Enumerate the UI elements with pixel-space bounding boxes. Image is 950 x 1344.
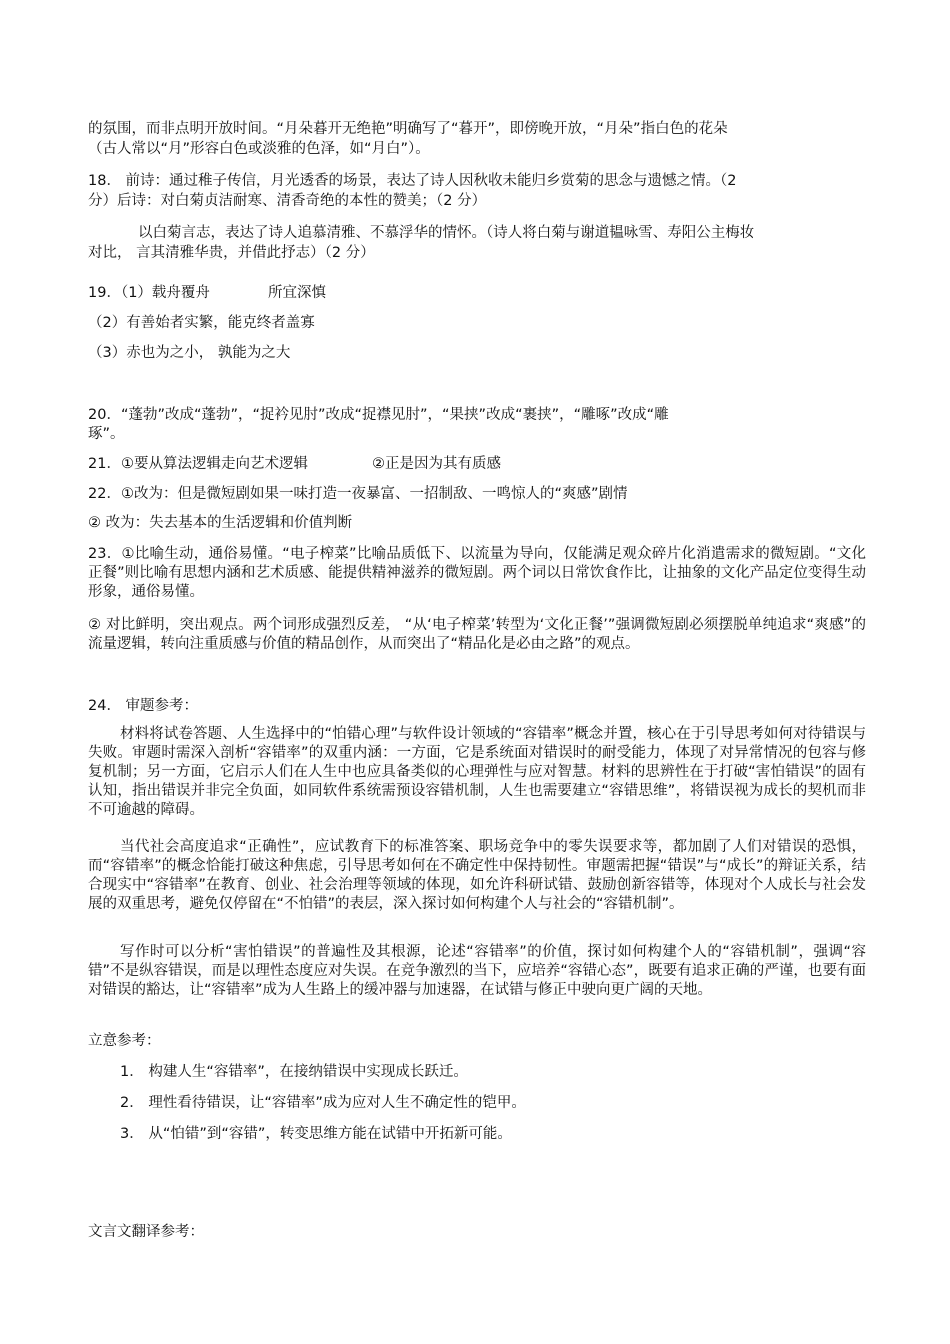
- q24-paragraph-1: 材料将试卷答题、人生选择中的“怕错心理”与软件设计领域的“容错率”概念并置，核心在于引导思考如何对待错误与失败。审题时需深入剖析“容错率”的双重内涵：一方面，它是系统面对错误时的耐受能力，体现了对异常情况的包容与修复机制；另一方面，它启示人们在人生中也应具备类似的心理弹性与应对智慧。材料的思辨性在于打破“害怕错误”的固有认知，指出错误并非完全负面，如同软件系统需预设容错机制，人生也需要建立“容错思维”，将错误视为成长的契机而非不可逾越的障碍。: [88, 726, 866, 818]
- q19-answer-1: 19．（1）载舟覆舟: [88, 285, 210, 301]
- theme-item-1: 1． 构建人生“容错率”，在接纳错误中实现成长跃迁。: [120, 1064, 468, 1080]
- q24-paragraph-2: 当代社会高度追求“正确性”，应试教育下的标准答案、职场竞争中的零失误要求等，都加剧了人们对错误的恐惧，而“容错率”的概念恰能打破这种焦虑，引导思考如何在不确定性中保持韧性。审题需把握“错误”与“成长”的辩证关系，结合现实中“容错率”在教育、创业、社会治理等领域的体现，如允许科研试错、鼓励创新容错等，体现对个人成长与社会发展的双重思考，避免仅停留在“不怕错”的表层，深入探讨如何构建个人与社会的“容错机制”。: [88, 839, 866, 912]
- q21-answer-b: ②正是因为其有质感: [372, 456, 501, 472]
- q20-line-2: 琢”。: [88, 426, 125, 442]
- theme-item-2: 2． 理性看待错误，让“容错率”成为应对人生不确定性的铠甲。: [120, 1095, 526, 1111]
- q18-line-4: 对比， 言其清雅华贵，并借此抒志）（2 分）: [88, 245, 375, 261]
- theme-item-3: 3． 从“怕错”到“容错”，转变思维方能在试错中开拓新可能。: [120, 1126, 512, 1142]
- theme-heading: 立意参考：: [88, 1033, 161, 1049]
- q20-line-1: 20．“蓬勃”改成“蓬勃”，“捉衿见肘”改成“捉襟见肘”，“果挟”改成“裹挟”，“雕啄”改成“雕: [88, 407, 669, 423]
- intro-line-2: （古人常以“月”形容白色或淡雅的色泽，如“月白”）。: [88, 141, 430, 157]
- q22-answer-b: ② 改为：失去基本的生活逻辑和价值判断: [88, 515, 353, 531]
- q18-line-2: 分）后诗：对白菊贞洁耐寒、清香奇绝的本性的赞美；（2 分）: [88, 193, 487, 209]
- q22-answer-a: 22．①改为：但是微短剧如果一味打造一夜暴富、一招制敌、一鸣惊人的“爽感”剧情: [88, 486, 628, 502]
- q18-line-1: 18． 前诗：通过稚子传信，月光透香的场景，表达了诗人因秋收未能归乡赏菊的思念与遗憾之情。（2: [88, 173, 737, 189]
- q24-heading: 24． 审题参考：: [88, 698, 199, 714]
- q23-paragraph-1: 23．①比喻生动，通俗易懂。“电子榨菜”比喻品质低下、以流量为导向，仅能满足观众碎片化消遣需求的微短剧。“文化正餐”则比喻有思想内涵和艺术质感、能提供精神滋养的微短剧。两个词以日常饮食作比，让抽象的文化产品定位变得生动形象，通俗易懂。: [88, 546, 866, 600]
- q24-paragraph-3: 写作时可以分析“害怕错误”的普遍性及其根源，论述“容错率”的价值，探讨如何构建个人的“容错机制”，强调“容错”不是纵容错误，而是以理性态度应对失误。在竞争激烈的当下，应培养“容错心态”，既要有追求正确的严谨，也要有面对错误的豁达，让“容错率”成为人生路上的缓冲器与加速器，在试错与修正中驶向更广阔的天地。: [88, 944, 866, 998]
- q18-line-3: 以白菊言志，表达了诗人追慕清雅、不慕浮华的情怀。（诗人将白菊与谢道韫咏雪、寿阳公主梅妆: [138, 225, 755, 241]
- q19-answer-3: （3）赤也为之小， 孰能为之大: [88, 345, 291, 361]
- q21-answer-a: 21．①要从算法逻辑走向艺术逻辑: [88, 456, 308, 472]
- classical-translation-heading: 文言文翻译参考：: [88, 1224, 204, 1240]
- intro-line-1: 的氛围，而非点明开放时间。“月朵暮开无绝艳”明确写了“暮开”，即傍晚开放，“月朵”指白色的花朵: [88, 121, 728, 137]
- q19-answer-1b: 所宜深慎: [268, 285, 326, 301]
- q19-answer-2: （2）有善始者实繁，能克终者盖寡: [88, 315, 315, 331]
- q23-paragraph-2: ② 对比鲜明，突出观点。两个词形成强烈反差， “从‘电子榨菜’转型为‘文化正餐’”强调微短剧必须摆脱单纯追求“爽感”的流量逻辑，转向注重质感与价值的精品创作，从而突出了“精品化是必由之路”的观点。: [88, 617, 866, 652]
